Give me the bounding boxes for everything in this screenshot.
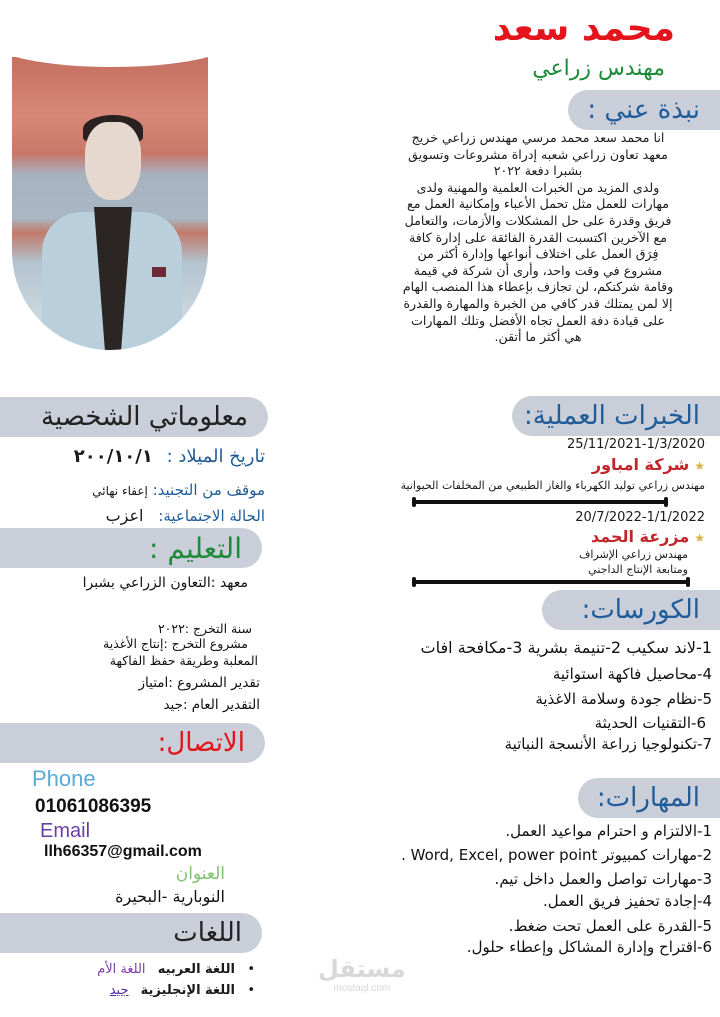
experience-description: مهندس زراعي الإشراف ومتابعة الإنتاج الداجني	[579, 548, 688, 576]
skills-heading-pill	[578, 778, 720, 818]
about-line: بشبرا دفعة ٢٠٢٢	[493, 163, 583, 179]
graduation-year: سنة التخرج :٢٠٢٢	[157, 621, 252, 636]
course-item: 7-تكنولوجيا زراعة الأنسجة النباتية	[504, 735, 712, 753]
military-label: موقف من التجنيد:	[152, 481, 265, 499]
skill-item: 6-اقتراح وإدارة المشاكل وإعطاء حلول.	[466, 938, 712, 956]
personal-heading-pill	[0, 397, 268, 437]
about-line: فريق وقدرة على حل المشكلات والأزمات، والتعامل	[404, 212, 672, 228]
about-heading: نبذة عني :	[587, 95, 700, 125]
about-line: مشروع في وقت واحد، وأرى أن شركة في قيمة	[413, 262, 663, 278]
about-line: مهارات للعمل مثل تحمل الأعباء وإمكانية العمل مع	[407, 196, 669, 212]
about-heading-pill	[568, 90, 720, 130]
star-icon: ★	[694, 531, 705, 545]
graduation-project-cont: المعلبة وطريقة حفظ الفاكهة	[109, 653, 258, 668]
language-level: اللغة الأم	[97, 962, 146, 977]
experience-company: ★شركة امباور	[591, 455, 705, 474]
language-name: اللغة الإنجليزية	[140, 983, 235, 998]
profile-photo	[12, 57, 208, 350]
birth-date-label: تاريخ الميلاد :	[166, 446, 265, 467]
experience-company: ★مزرعة الحمد	[590, 527, 705, 546]
skill-item: 2-مهارات كمبيوتر Word, Excel, power point .	[401, 846, 712, 864]
courses-heading: الكورسات:	[581, 595, 700, 625]
skill-item: 5-القدرة على العمل تحت ضغط.	[508, 917, 712, 935]
education-heading-pill	[0, 528, 262, 568]
course-item: 4-محاصيل فاكهة استوائية	[552, 665, 712, 683]
graduation-project: مشروع التخرج :إنتاج الأغذية	[103, 636, 248, 651]
languages-heading-pill	[0, 913, 262, 953]
experience-dates: 25/11/2021-1/3/2020	[566, 437, 705, 452]
about-line: هي أكثر ما أتقن.	[494, 329, 582, 345]
about-text	[368, 130, 708, 346]
watermark-arabic: مستقل	[318, 955, 406, 983]
experience-heading-pill	[512, 396, 720, 436]
marital-label: الحالة الاجتماعية:	[158, 507, 265, 525]
about-line: ولدى المزيد من الخبرات العلمية والمهنية ولدى	[416, 179, 660, 195]
overall-grade: التقدير العام :جيد	[163, 697, 260, 713]
about-line: على قيادة دفة العمل تجاه الأفضل وتلك المهارات	[411, 312, 665, 328]
about-line: معهد تعاون زراعي شعبه إدراة مشروعات وتسويق	[408, 146, 668, 162]
address-value: النوبارية -البحيرة	[115, 887, 225, 906]
candidate-name: محمد سعد	[492, 8, 675, 49]
language-item	[110, 983, 255, 998]
about-line: وقامة شركتكم، لن تجازف بإعطاء هذا المنصب الهام	[402, 279, 674, 295]
about-line: مع الآخرين اكتسبت القدرة الفائقة على إدارة كافة	[409, 229, 667, 245]
skill-item: 1-الالتزام و احترام مواعيد العمل.	[505, 822, 712, 840]
education-heading: التعليم :	[149, 531, 242, 565]
project-grade: تقدير المشروع :امتياز	[138, 675, 260, 691]
experience-divider	[412, 500, 668, 504]
personal-heading: معلوماتي الشخصية	[41, 402, 248, 432]
phone-value[interactable]: 01061086395	[35, 796, 152, 817]
about-line: إلا لمن يمتلك قدر كافي من الخبرة والمهارة والقدرة	[403, 295, 673, 311]
languages-heading: اللغات	[173, 918, 242, 948]
education-institute: معهد :التعاون الزراعي بشبرا	[82, 575, 248, 591]
experience-dates: 20/7/2022-1/1/2022	[575, 510, 705, 525]
military-value: إعفاء نهائي	[92, 484, 148, 498]
courses-heading-pill	[542, 590, 720, 630]
course-item: 5-نظام جودة وسلامة الاغذية	[535, 690, 712, 708]
about-line: فِرَق العمل على اختلاف أنواعها وإدارة أكثر من	[417, 246, 659, 262]
marital-value: اعزب	[105, 506, 144, 525]
experience-divider	[412, 580, 690, 584]
email-label: Email	[40, 820, 91, 842]
skill-item: 4-إجادة تحفيز فريق العمل.	[543, 892, 712, 910]
course-item: 6-التقنيات الحديثة	[594, 714, 706, 732]
marital-row	[106, 506, 265, 525]
experience-description: مهندس زراعي توليد الكهرباء والغاز الطبيعي من المخلفات الحيوانية	[400, 479, 705, 492]
star-icon: ★	[694, 459, 705, 473]
phone-label: Phone	[32, 766, 96, 791]
course-item: 1-لاند سكيب 2-تنيمة بشرية 3-مكافحة افات	[420, 638, 712, 657]
job-title: مهندس زراعي	[532, 56, 665, 81]
experience-heading: الخبرات العملية:	[524, 401, 700, 431]
language-name: اللغة العربيه	[157, 962, 235, 977]
about-line: انا محمد سعد محمد مرسي مهندس زراعي خريج	[411, 130, 665, 145]
bullet-icon: •	[239, 962, 255, 977]
skills-heading: المهارات:	[596, 783, 700, 813]
birth-date-row	[74, 446, 265, 467]
language-item	[97, 962, 255, 977]
watermark	[318, 955, 406, 994]
address-label: العنوان	[175, 864, 225, 884]
contact-heading-pill	[0, 723, 265, 763]
birth-date-value: ٢٠٠/١٠/١	[73, 446, 153, 467]
bullet-icon: •	[239, 983, 255, 998]
skill-item: 3-مهارات تواصل والعمل داخل تيم.	[494, 870, 712, 888]
language-level: جيد	[109, 983, 129, 998]
email-value[interactable]: llh66357@gmail.com	[44, 843, 202, 860]
military-row	[92, 481, 265, 499]
contact-heading: الاتصال:	[157, 728, 245, 758]
watermark-latin: mostaql.com	[333, 983, 391, 994]
